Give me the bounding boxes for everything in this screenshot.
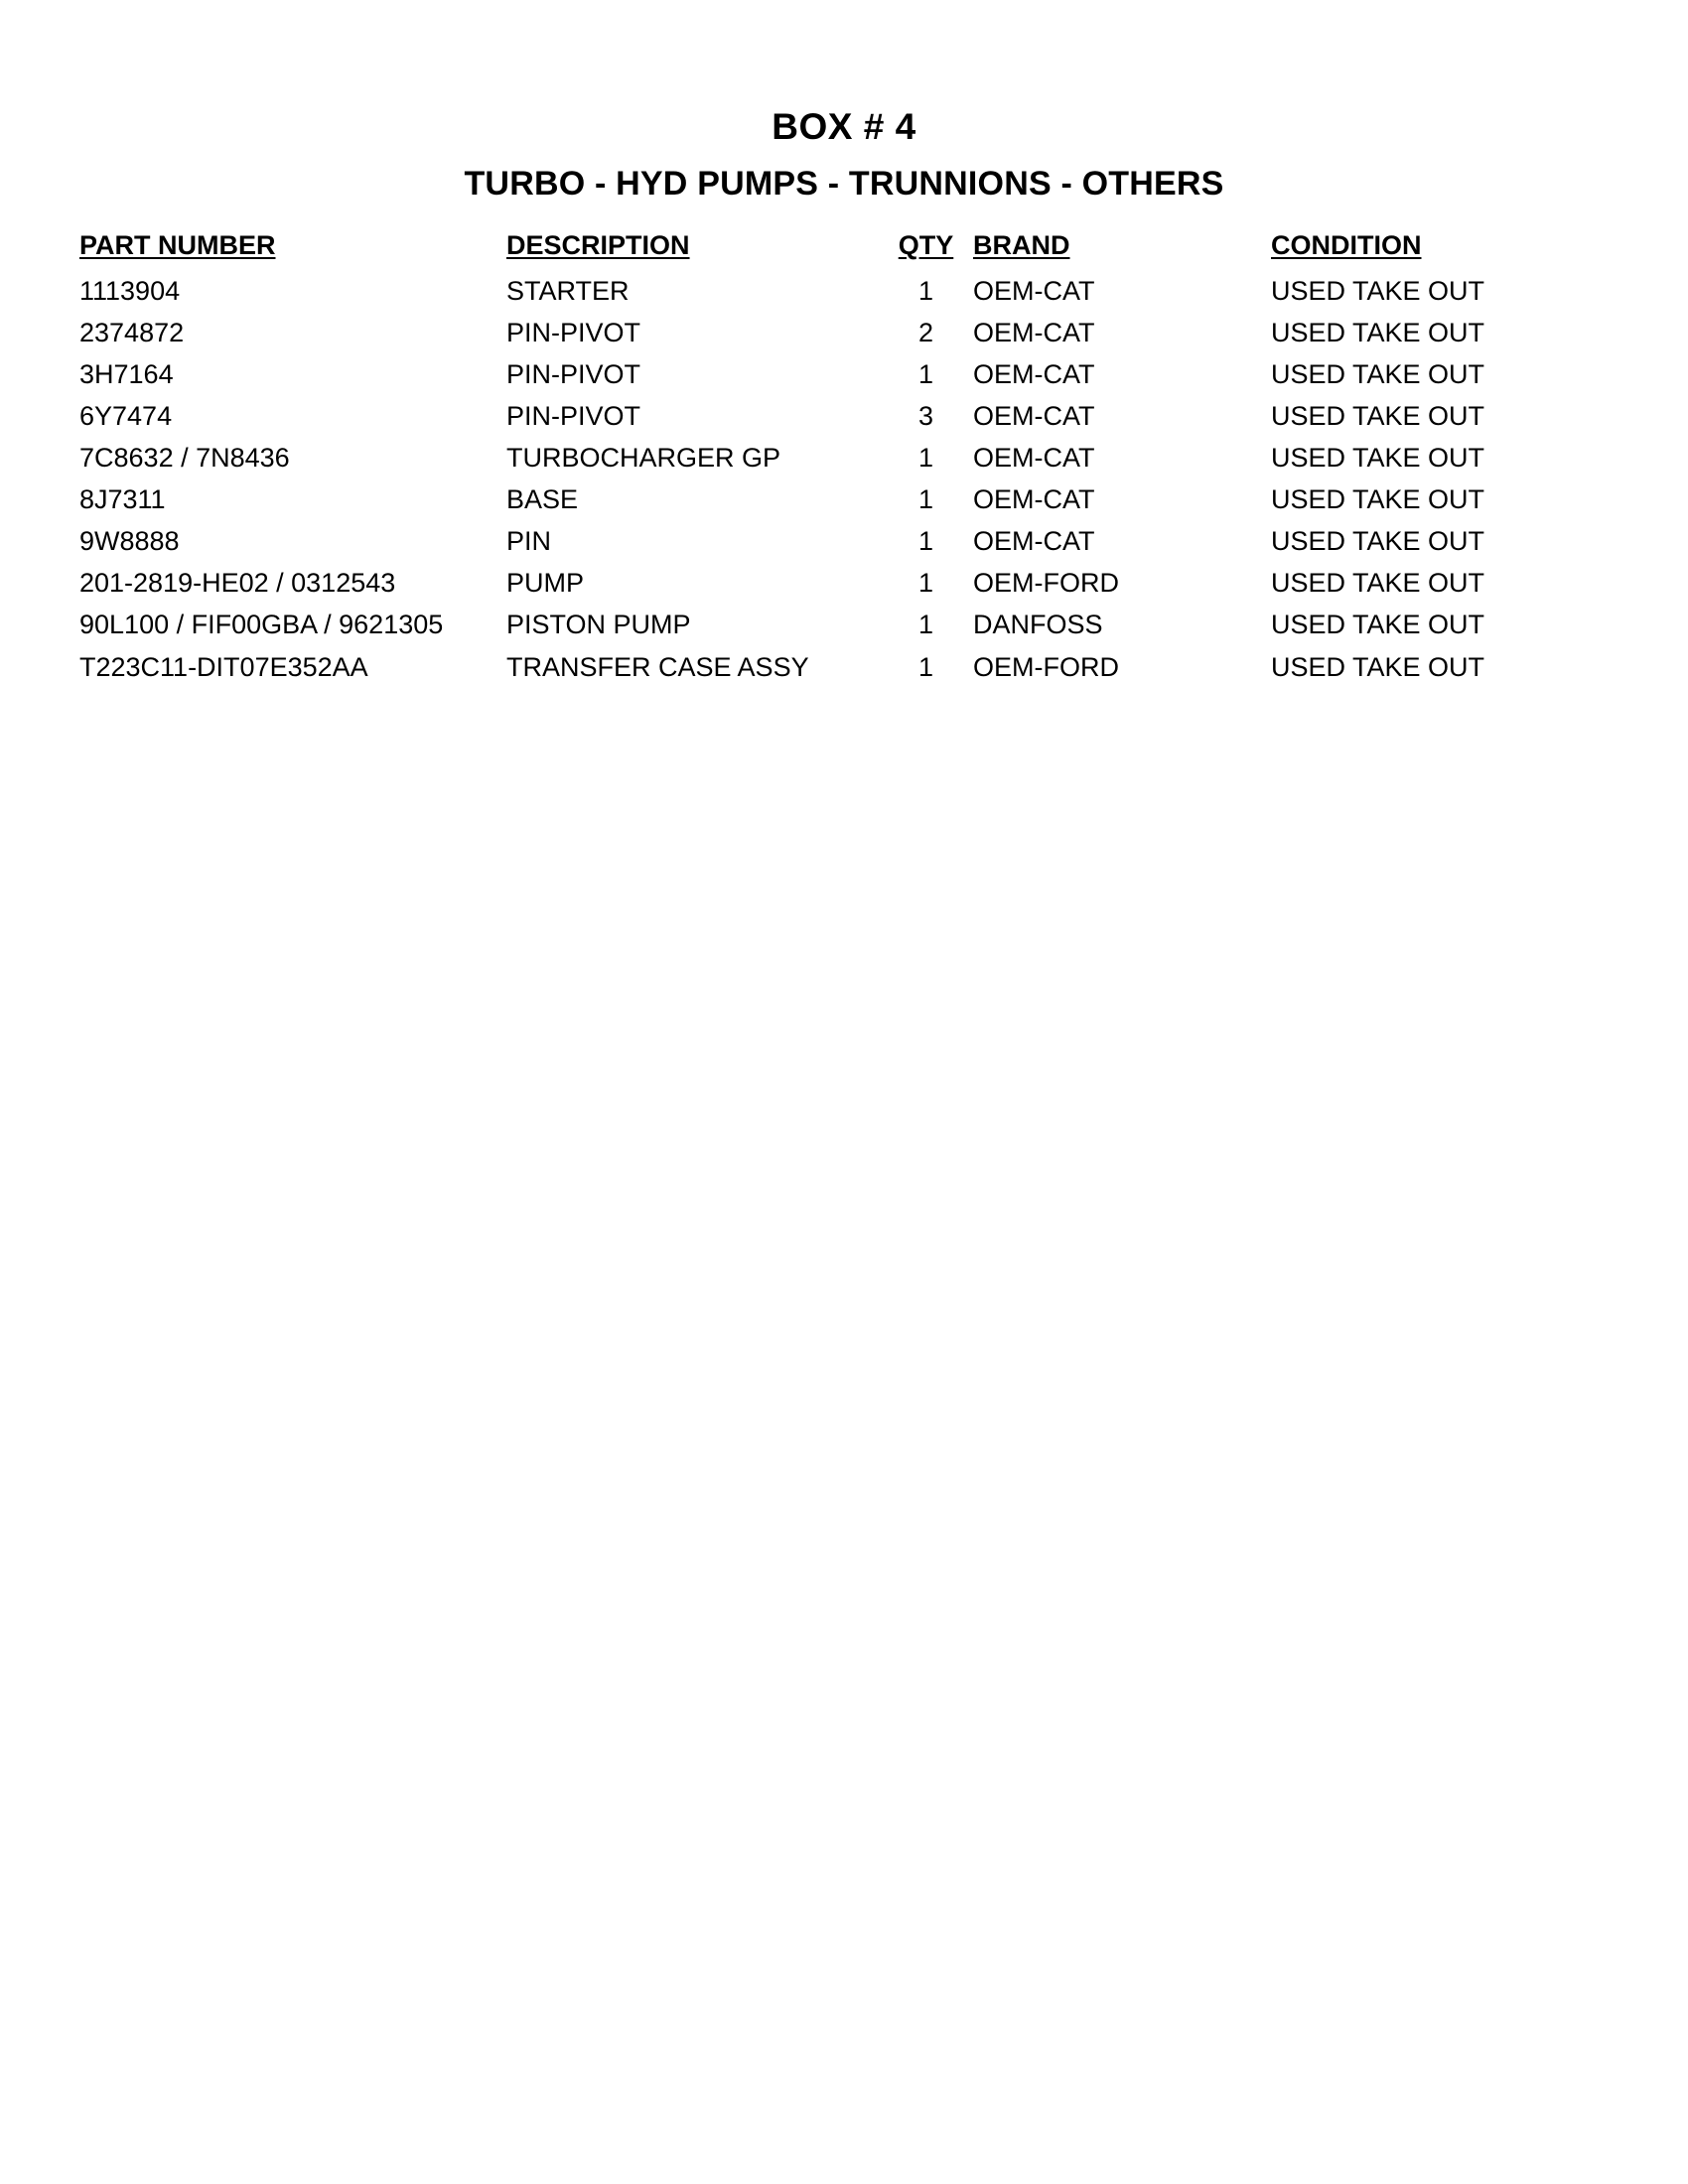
cell-condition: USED TAKE OUT: [1271, 526, 1485, 557]
cell-description: TURBOCHARGER GP: [506, 443, 781, 474]
cell-brand: OEM-CAT: [973, 401, 1095, 432]
table-header-row: [79, 230, 1569, 271]
cell-brand: OEM-CAT: [973, 276, 1095, 307]
cell-qty: 1: [917, 276, 934, 307]
column-header-condition: CONDITION: [1271, 230, 1422, 261]
cell-brand: OEM-CAT: [973, 318, 1095, 348]
table-row: [79, 521, 1569, 563]
cell-qty: 1: [917, 651, 934, 682]
cell-qty: 1: [917, 526, 934, 557]
cell-description: TRANSFER CASE ASSY: [506, 651, 809, 682]
table-row: [79, 647, 1569, 689]
cell-condition: USED TAKE OUT: [1271, 610, 1485, 640]
cell-brand: OEM-CAT: [973, 443, 1095, 474]
cell-qty: 1: [917, 568, 934, 599]
cell-qty: 1: [917, 359, 934, 390]
cell-part-number: 8J7311: [79, 484, 166, 515]
cell-condition: USED TAKE OUT: [1271, 568, 1485, 599]
cell-condition: USED TAKE OUT: [1271, 401, 1485, 432]
cell-condition: USED TAKE OUT: [1271, 359, 1485, 390]
cell-description: PISTON PUMP: [506, 610, 691, 640]
table-row: [79, 438, 1569, 479]
cell-description: PUMP: [506, 568, 585, 599]
cell-qty: 1: [917, 610, 934, 640]
table-row: [79, 354, 1569, 396]
cell-qty: 3: [917, 401, 934, 432]
cell-description: PIN-PIVOT: [506, 359, 641, 390]
column-header-description: DESCRIPTION: [506, 230, 690, 261]
parts-table: [79, 230, 1569, 688]
cell-condition: USED TAKE OUT: [1271, 651, 1485, 682]
cell-condition: USED TAKE OUT: [1271, 318, 1485, 348]
column-header-part-number: PART NUMBER: [79, 230, 276, 261]
cell-brand: OEM-FORD: [973, 568, 1119, 599]
cell-part-number: 201-2819-HE02 / 0312543: [79, 568, 396, 599]
cell-part-number: 2374872: [79, 318, 185, 348]
table-row: [79, 563, 1569, 605]
table-body: [79, 271, 1569, 688]
cell-part-number: 90L100 / FIF00GBA / 9621305: [79, 610, 444, 640]
cell-brand: OEM-CAT: [973, 484, 1095, 515]
cell-description: PIN: [506, 526, 552, 557]
cell-condition: USED TAKE OUT: [1271, 443, 1485, 474]
cell-brand: OEM-FORD: [973, 651, 1119, 682]
cell-brand: DANFOSS: [973, 610, 1103, 640]
page-title: BOX # 4: [772, 106, 916, 147]
cell-condition: USED TAKE OUT: [1271, 276, 1485, 307]
table-row: [79, 271, 1569, 313]
cell-description: BASE: [506, 484, 579, 515]
cell-part-number: 6Y7474: [79, 401, 173, 432]
cell-brand: OEM-CAT: [973, 526, 1095, 557]
cell-part-number: 1113904: [79, 276, 181, 307]
cell-qty: 1: [917, 443, 934, 474]
table-header: [79, 230, 1569, 271]
cell-part-number: 9W8888: [79, 526, 180, 557]
cell-condition: USED TAKE OUT: [1271, 484, 1485, 515]
cell-qty: 1: [917, 484, 934, 515]
cell-description: STARTER: [506, 276, 630, 307]
column-header-brand: BRAND: [973, 230, 1070, 261]
table-row: [79, 396, 1569, 438]
column-header-qty: QTY: [898, 230, 954, 261]
cell-description: PIN-PIVOT: [506, 401, 641, 432]
cell-part-number: 3H7164: [79, 359, 174, 390]
table-row: [79, 479, 1569, 521]
table-row: [79, 313, 1569, 354]
table-row: [79, 605, 1569, 646]
cell-part-number: 7C8632 / 7N8436: [79, 443, 290, 474]
cell-brand: OEM-CAT: [973, 359, 1095, 390]
page-subtitle: TURBO - HYD PUMPS - TRUNNIONS - OTHERS: [464, 164, 1224, 203]
cell-part-number: T223C11-DIT07E352AA: [79, 651, 368, 682]
cell-qty: 2: [917, 318, 934, 348]
cell-description: PIN-PIVOT: [506, 318, 641, 348]
